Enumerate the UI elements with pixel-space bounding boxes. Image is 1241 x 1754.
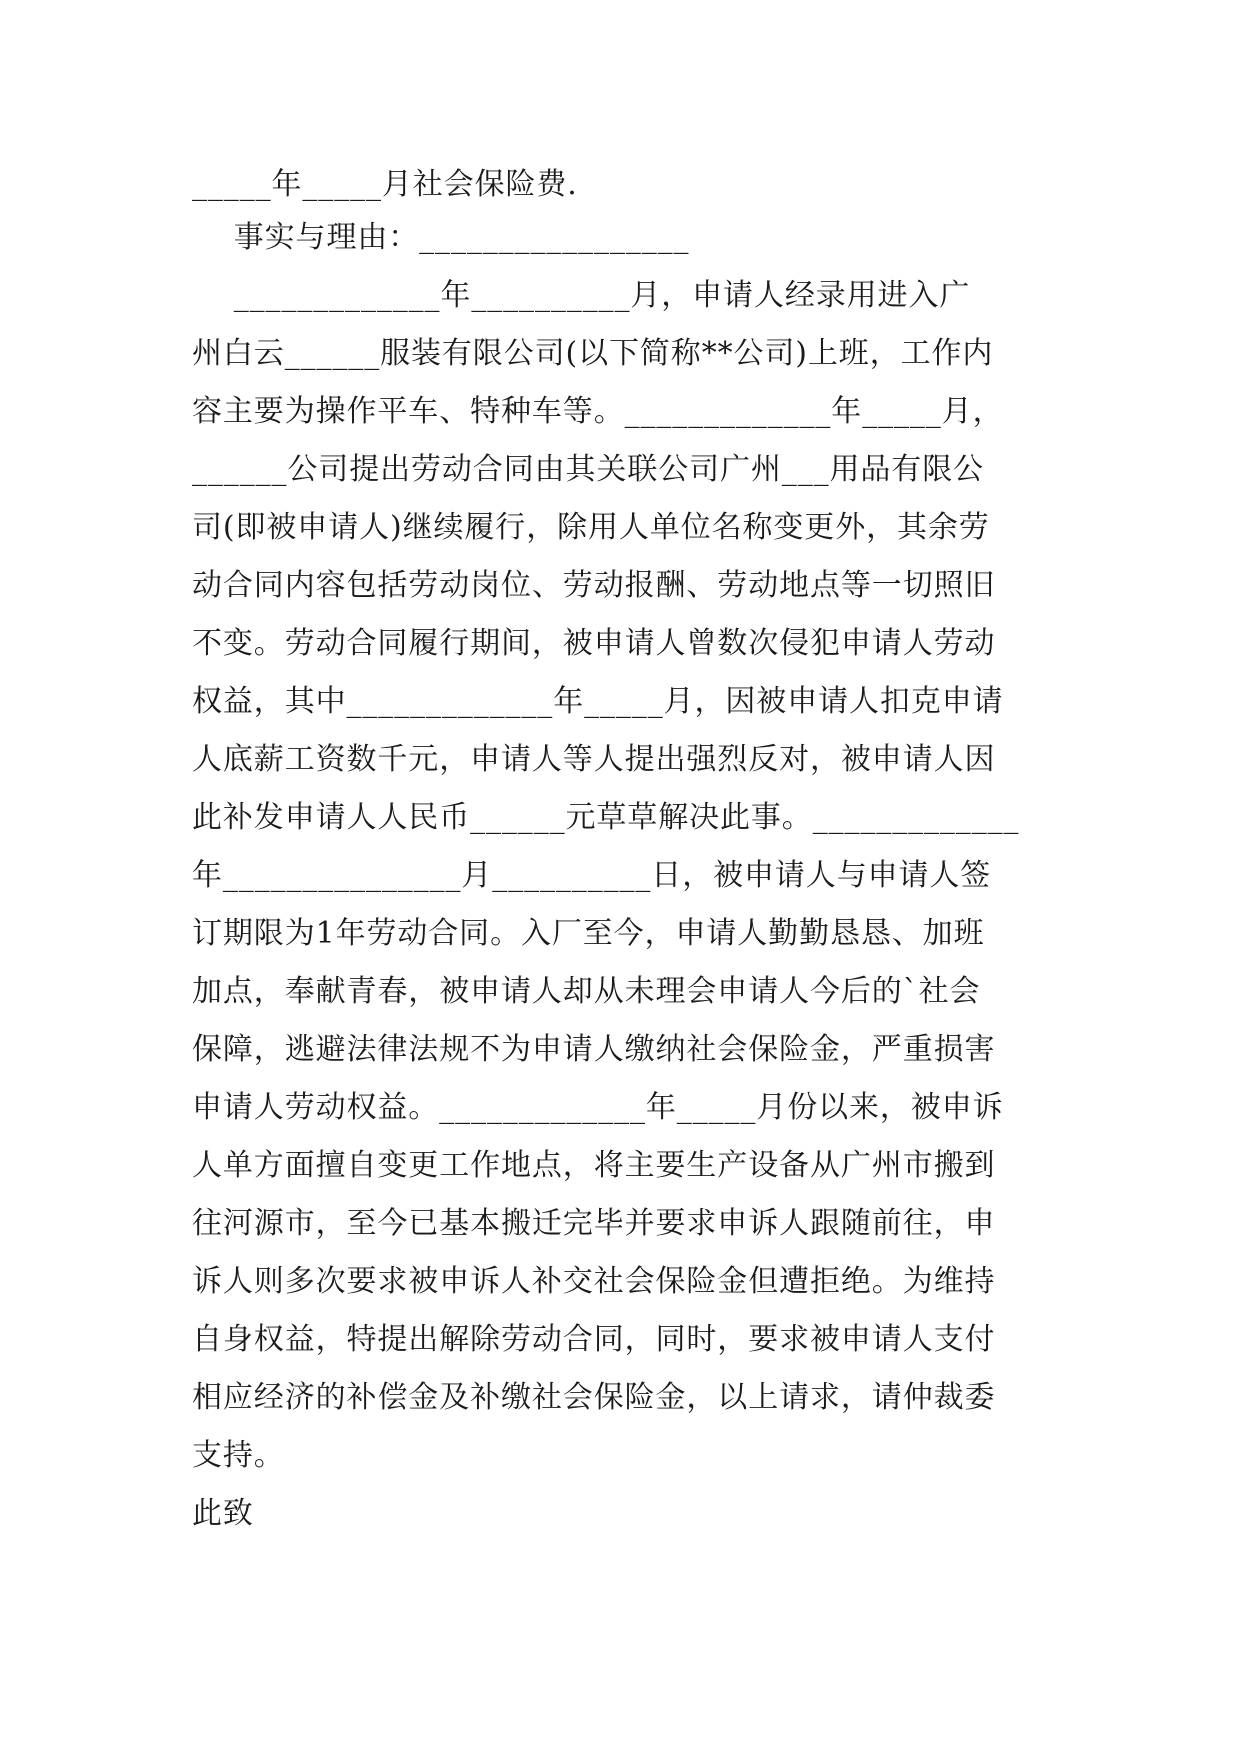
text-line: 相应经济的补偿金及补缴社会保险金，以上请求，请仲裁委 <box>192 1380 996 1415</box>
text-line: 订期限为1年劳动合同。入厂至今，申请人勤勤恳恳、加班 <box>192 916 985 951</box>
text-line: 州白云______服装有限公司(以下简称**公司)上班，工作内 <box>192 336 994 371</box>
text-line: 动合同内容包括劳动岗位、劳动报酬、劳动地点等一切照旧 <box>192 568 996 603</box>
text-line: 不变。劳动合同履行期间，被申请人曾数次侵犯申请人劳动 <box>192 626 996 661</box>
text-line: 加点，奉献青春，被申请人却从未理会申请人今后的`社会 <box>192 974 981 1009</box>
text-line: ______公司提出劳动合同由其关联公司广州___用品有限公 <box>192 452 984 487</box>
text-line: 此补发申请人人民币______元草草解决此事。_____________ <box>192 800 1020 835</box>
text-line: 年_______________月__________日，被申请人与申请人签 <box>192 858 992 893</box>
text-line: 人单方面擅自变更工作地点，将主要生产设备从广州市搬到 <box>192 1148 996 1183</box>
text-line: 保障，逃避法律法规不为申请人缴纳社会保险金，严重损害 <box>192 1032 996 1067</box>
text-line: 人底薪工资数千元，申请人等人提出强烈反对，被申请人因 <box>192 742 996 777</box>
text-line: 司(即被申请人)继续履行，除用人单位名称变更外，其余劳 <box>192 510 990 545</box>
text-line: 诉人则多次要求被申诉人补交社会保险金但遭拒绝。为维持 <box>192 1264 996 1299</box>
text-line: 往河源市，至今已基本搬迁完毕并要求申诉人跟随前往，申 <box>192 1206 996 1241</box>
text-line: 容主要为操作平车、特种车等。_____________年_____月， <box>192 394 1004 429</box>
text-line: 自身权益，特提出解除劳动合同，同时，要求被申请人支付 <box>192 1322 996 1357</box>
text-line: 支持。 <box>192 1438 285 1473</box>
text-line: 申请人劳动权益。_____________年_____月份以来，被申诉 <box>192 1090 1004 1125</box>
text-line: _____年_____月社会保险费. <box>192 167 578 202</box>
closing-salutation: 此致 <box>192 1496 254 1531</box>
text-line: _____________年__________月，申请人经录用进入广 <box>192 278 971 313</box>
text-line: 权益，其中_____________年_____月，因被申请人扣克申请 <box>192 684 1004 719</box>
text-line: 事实与理由：_________________ <box>192 220 690 255</box>
